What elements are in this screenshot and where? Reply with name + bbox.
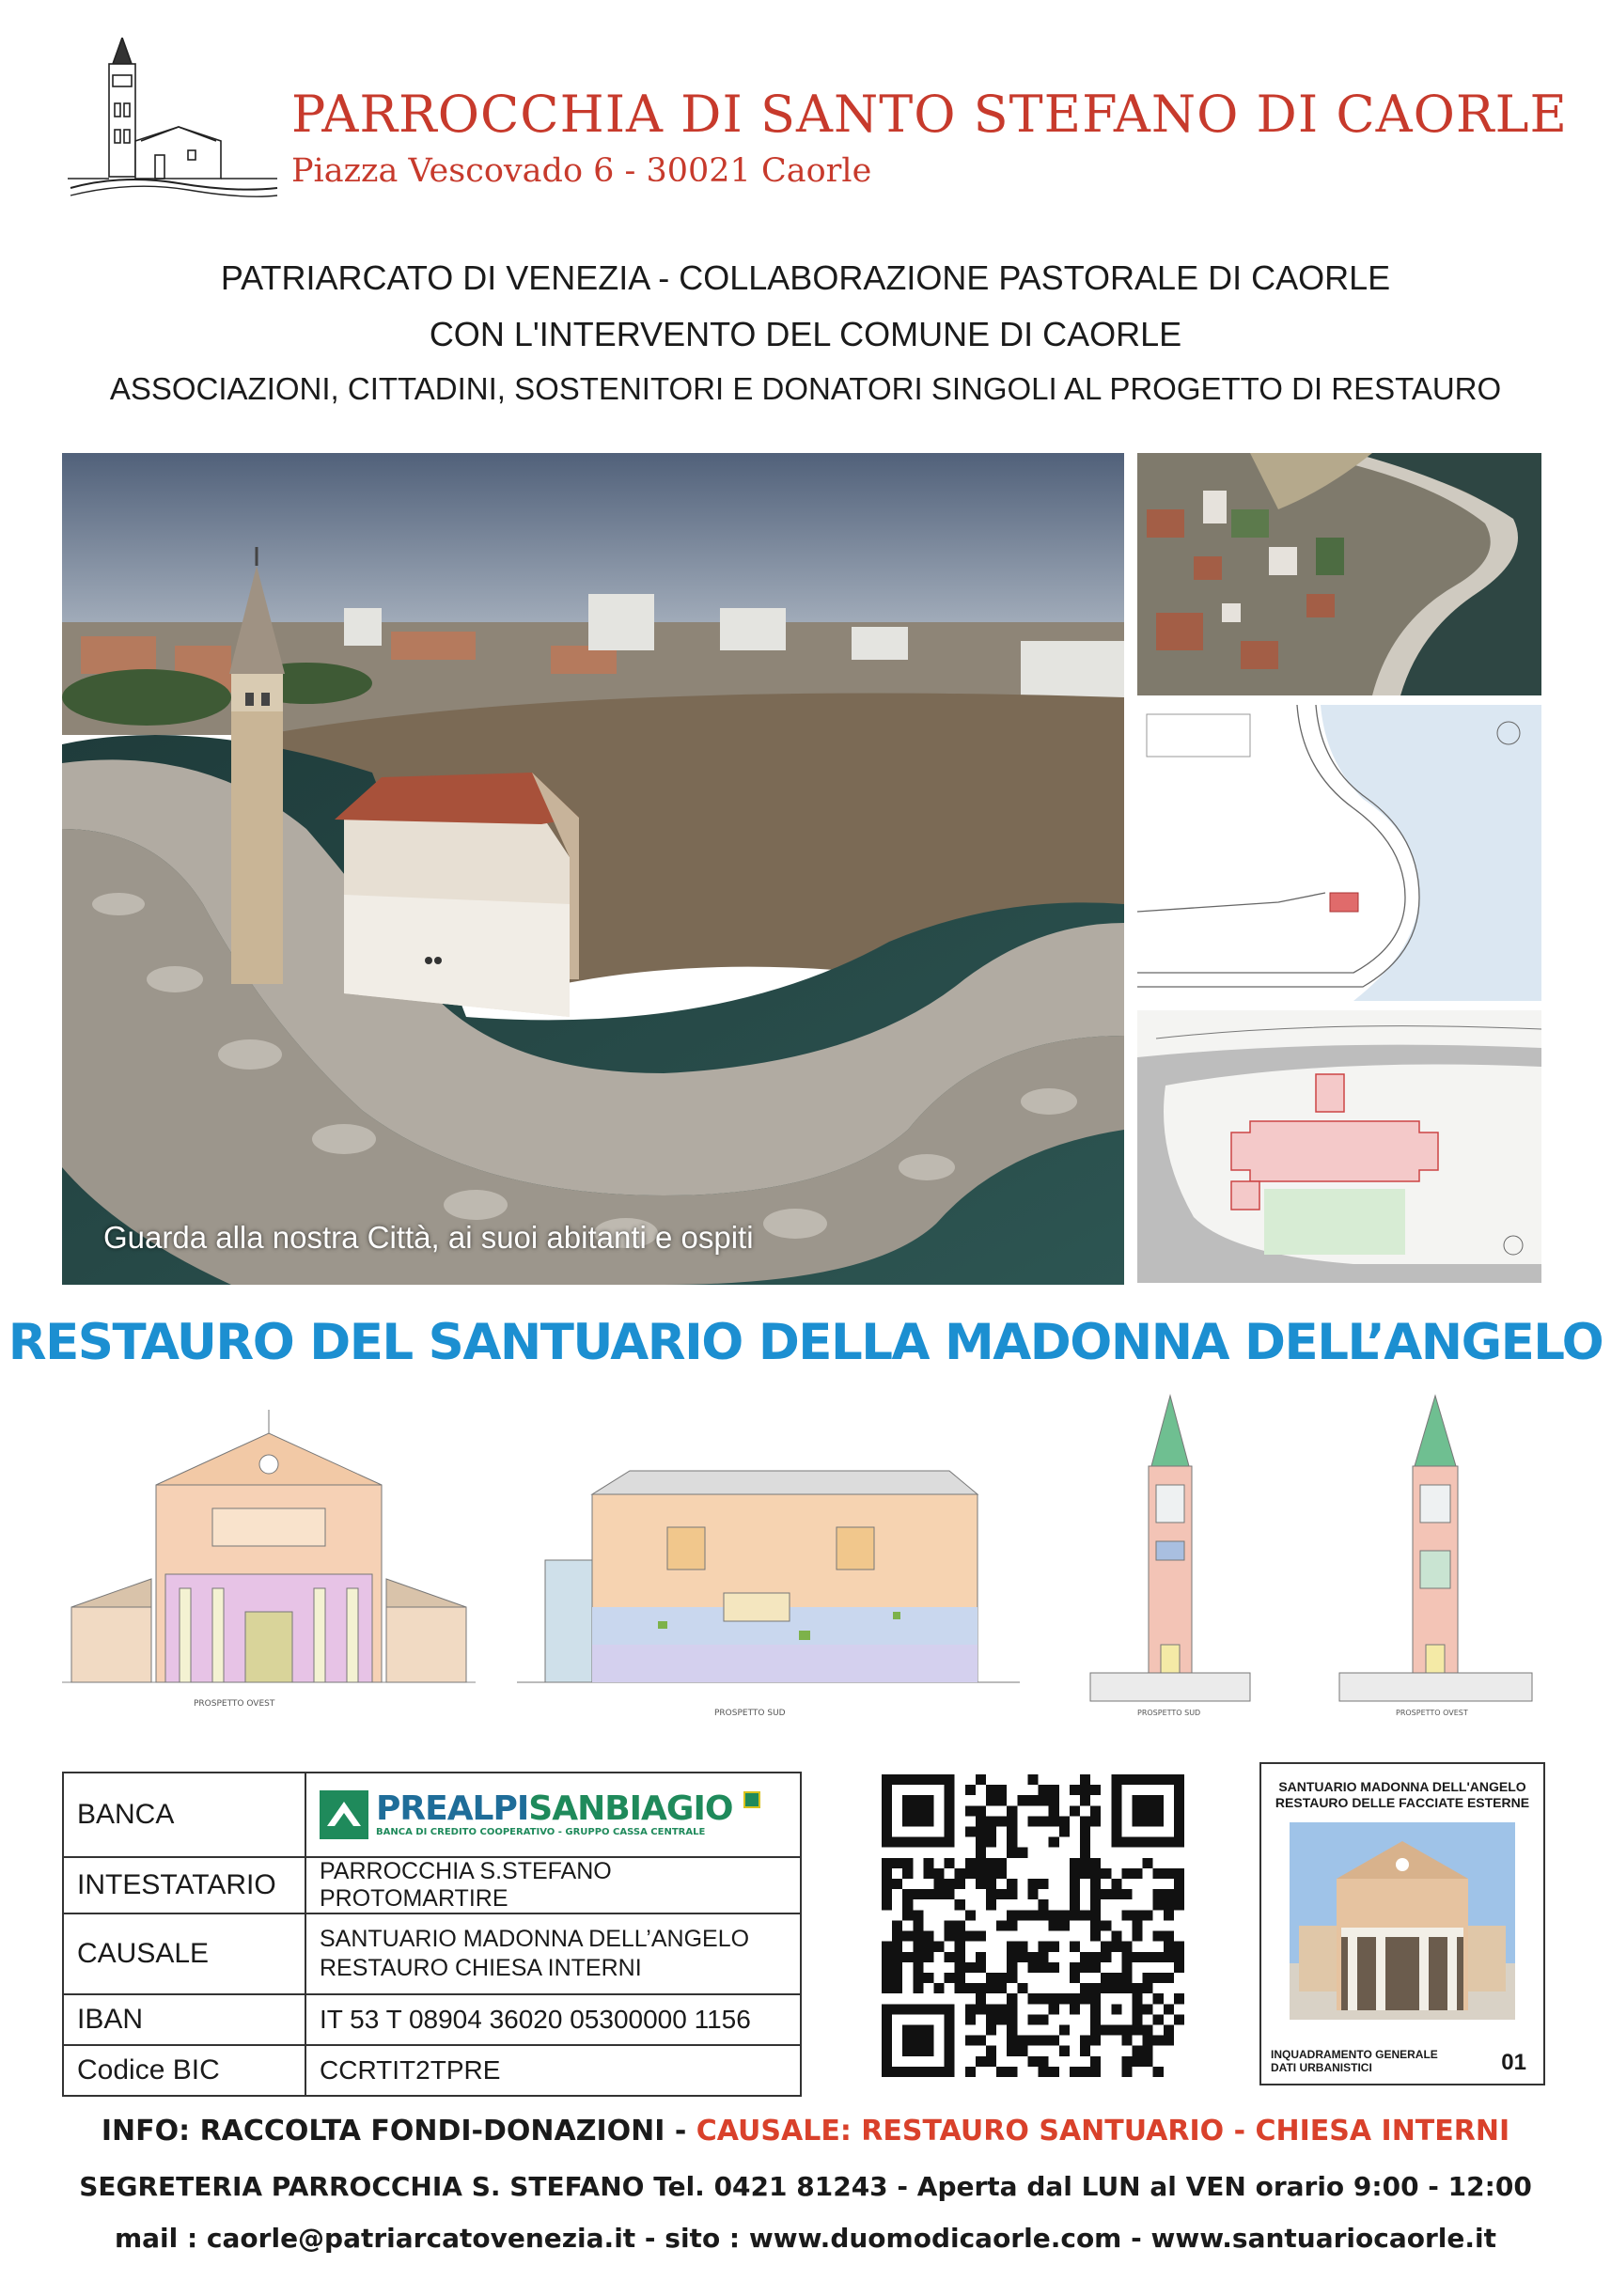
tower-south-elevation-drawing [1081,1391,1259,1725]
project-sheet-title-2: RESTAURO DELLE FACCIATE ESTERNE [1275,1795,1530,1810]
bank-logo-cell [305,1773,801,1857]
restoration-title: RESTAURO DEL SANTUARIO DELLA MADONNA DELL’ANGELO [8,1314,1603,1371]
bank-square-icon [743,1791,760,1808]
secretary-line: SEGRETERIA PARROCCHIA S. STEFANO Tel. 0421 81243 - Aperta dal LUN al VEN orario 9:00 - 12:00 [79,2171,1532,2202]
qr-code[interactable] [882,1774,1184,2077]
south-elevation-label: PROSPETTO SUD [714,1709,786,1718]
info-prefix: INFO: RACCOLTA FONDI-DONAZIONI - [101,2115,696,2148]
bell-tower-logo [66,38,282,202]
municipality-line: CON L'INTERVENTO DEL COMUNE DI CAORLE [429,315,1182,353]
bank-details-table [62,1772,802,2097]
bank-logo [320,1790,787,1839]
west-elevation-drawing [62,1391,476,1720]
project-sheet-number: 01 [1501,2050,1526,2075]
patriarchate-line: PATRIARCATO DI VENEZIA - COLLABORAZIONE PASTORALE DI CAORLE [220,258,1391,297]
tower-south-label: PROSPETTO SUD [1137,1709,1201,1717]
table-row [63,2045,801,2096]
holder-value: PARROCCHIA S.STEFANO PROTOMARTIRE [305,1857,801,1913]
supporters-line: ASSOCIAZIONI, CITTADINI, SOSTENITORI E DONATORI SINGOLI AL PROGETTO DI RESTAURO [109,371,1502,406]
church-facade-photo [1290,1822,1515,2020]
contacts-line: mail : caorle@patriarcatovenezia.it - sito : www.duomodicaorle.com - www.santuariocaorle.it [114,2223,1497,2254]
holder-label: INTESTATARIO [63,1857,305,1913]
table-row [63,1857,801,1913]
bank-label: BANCA [63,1773,305,1857]
causale-label: CAUSALE [63,1913,305,1994]
info-causale: CAUSALE: RESTAURO SANTUARIO - CHIESA INTERNI [696,2115,1510,2148]
table-row [63,1773,801,1857]
table-row [63,1994,801,2045]
bank-name-prealpi: PREALPI [376,1789,529,1828]
parish-address: Piazza Vescovado 6 - 30021 Caorle [291,152,872,190]
causale-line-2: RESTAURO CHIESA INTERNI [320,1955,642,1981]
tower-west-label: PROSPETTO OVEST [1396,1709,1468,1717]
table-row [63,1913,801,1994]
iban-value: IT 53 T 08904 36020 05300000 1156 [305,1994,801,2045]
bic-value: CCRTIT2TPRE [305,2045,801,2096]
bank-subtitle: BANCA DI CREDITO COOPERATIVO - GRUPPO CASSA CENTRALE [376,1827,706,1837]
causale-value [305,1913,801,1994]
satellite-map [1137,453,1541,695]
bank-emblem-icon [320,1790,368,1839]
iban-label: IBAN [63,1994,305,2045]
photo-caption: Guarda alla nostra Città, ai suoi abitanti e ospiti [103,1220,754,1255]
bic-label: Codice BIC [63,2045,305,2096]
west-elevation-label: PROSPETTO OVEST [194,1699,275,1709]
project-sheet-title-1: SANTUARIO MADONNA DELL'ANGELO [1278,1779,1526,1794]
aerial-sanctuary-photo [62,453,1124,1285]
project-sheet-card [1259,1762,1545,2085]
project-sheet-footer-1: INQUADRAMENTO GENERALE [1271,2048,1438,2061]
causale-line-1: SANTUARIO MADONNA DELL’ANGELO [320,1926,750,1952]
church-floor-plan [1137,1010,1541,1283]
bank-name-sanbiagio: SANBIAGIO [528,1789,733,1828]
site-plan-drawing [1137,705,1541,1001]
project-sheet-footer-2: DATI URBANISTICI [1271,2061,1372,2074]
tower-west-elevation-drawing [1330,1391,1541,1725]
south-elevation-drawing [517,1452,1020,1729]
parish-title: PARROCCHIA DI SANTO STEFANO DI CAORLE [291,85,1568,144]
info-line [0,2115,1611,2148]
